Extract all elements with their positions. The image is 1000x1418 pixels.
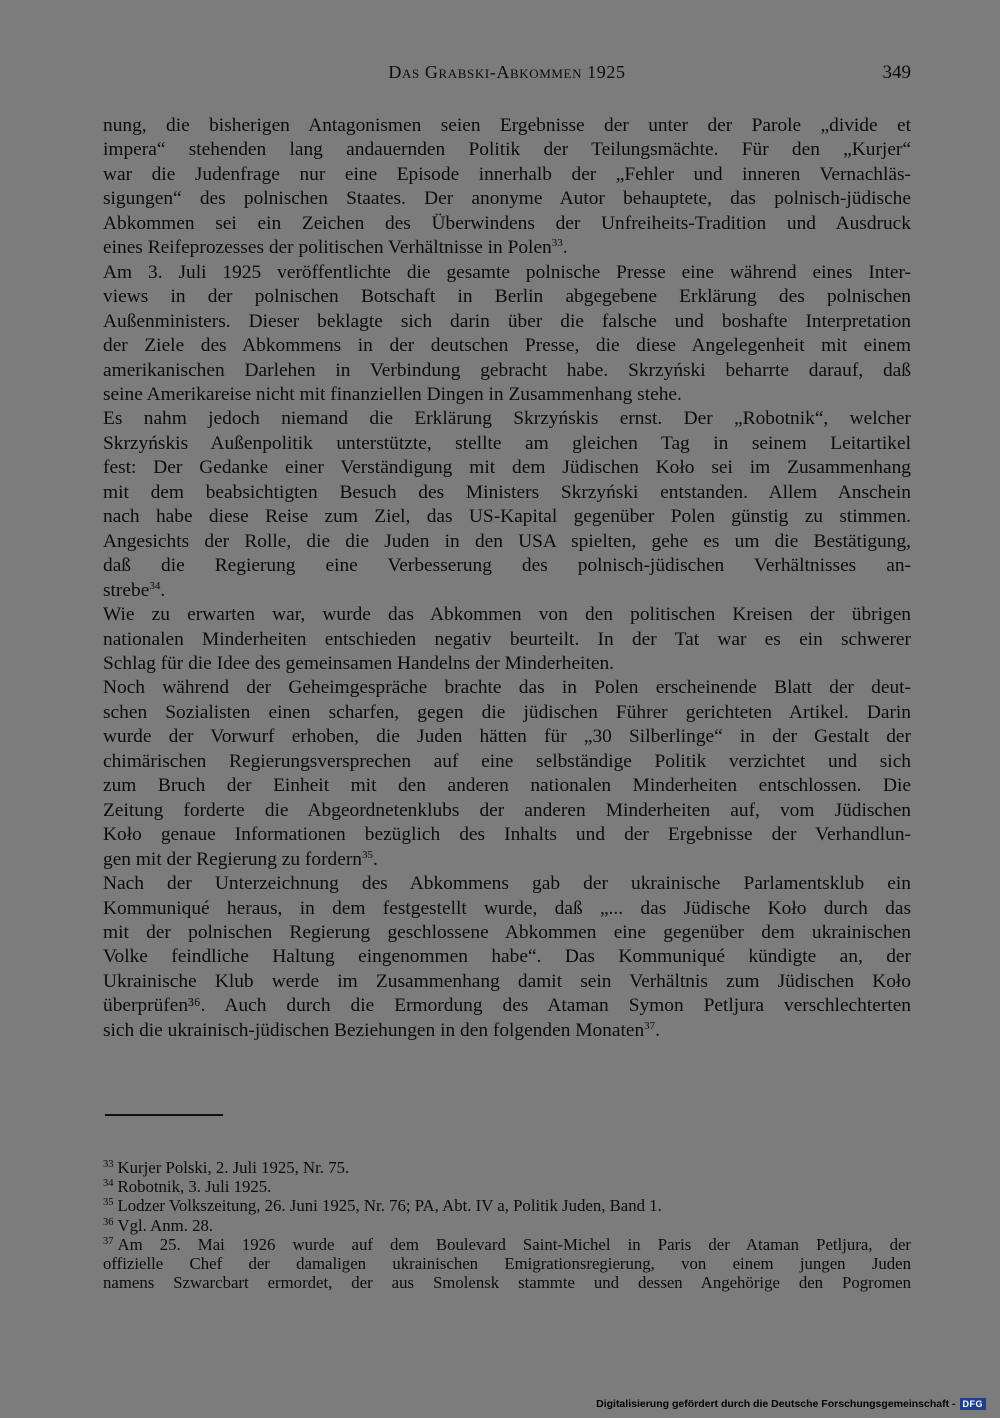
text-line: der Ziele des Abkommens in der deutschen Presse, die diese Angelegenheit mit einem <box>103 335 911 357</box>
dfg-logo: DFG <box>960 1398 987 1410</box>
text-line <box>103 383 911 407</box>
page-number: 349 <box>882 62 911 83</box>
text-line: mit dem beabsichtigten Besuch des Ministers Skrzyński entstanden. Allem Anschein <box>103 481 911 503</box>
punctuation: . <box>562 237 568 259</box>
running-title: Das Grabski-Abkommen 1925 <box>388 62 626 82</box>
text-line: chimärischen Regierungsversprechen auf eine selbständige Politik verzichtet und sich <box>103 750 911 772</box>
footnote-marker: 33 <box>551 237 563 250</box>
footnote-number: 36 <box>103 1216 114 1228</box>
text-line: schen Sozialisten einen scharfen, gegen die jüdischen Führer gerichteten Artikel. Darin <box>103 701 911 723</box>
text-line <box>103 652 911 676</box>
footnote-number: 33 <box>103 1159 114 1170</box>
text-line: Volke feindliche Haltung eingenommen habe“. Das Kommuniqué kündigte an, der <box>103 946 911 968</box>
footnote-number: 37 <box>103 1235 114 1247</box>
digitization-credit <box>596 1397 986 1411</box>
text-line: Angesichts der Rolle, die die Juden in den USA spielten, gehe es um die Bestätigung, <box>103 530 911 552</box>
footnote-text: Lodzer Volkszeitung, 26. Juni 1925, Nr. 76; PA, Abt. IV a, Politik Juden, Band 1. <box>117 1196 662 1216</box>
text-line: war die Judenfrage nur eine Episode innerhalb der „Fehler und inneren Vernachläs- <box>103 163 911 185</box>
text-line: amerikanischen Darlehen in Verbindung gebracht habe. Skrzyński beharrte darauf, daß <box>103 359 911 381</box>
footnote-marker: 37 <box>644 1019 656 1032</box>
footnote <box>103 1177 911 1196</box>
paragraph <box>103 603 911 676</box>
text-line: Nach der Unterzeichnung des Abkommens gab der ukrainische Parlamentsklub ein <box>103 873 911 895</box>
footnotes <box>103 1158 911 1292</box>
text-line: mit der polnischen Regierung geschlossene Abkommen eine gegenüber dem ukrainischen <box>103 921 911 943</box>
footnote <box>103 1254 911 1273</box>
text-line: daß die Regierung eine Verbesserung des polnisch-jüdischen Verhältnisses an- <box>103 555 911 577</box>
text-line <box>103 579 911 603</box>
footnote-text: Am 25. Mai 1926 wurde auf dem Boulevard Saint-Michel in Paris der Ataman Petljura, der <box>117 1234 911 1254</box>
paragraph <box>103 676 911 872</box>
text-line: nationalen Minderheiten entschieden negativ beurteilt. In der Tat war es ein schwerer <box>103 628 911 650</box>
credit-text: Digitalisierung gefördert durch die Deutsche Forschungsgemeinschaft - <box>596 1398 956 1410</box>
footnote-separator <box>105 1114 223 1116</box>
line-text: Schlag für die Idee des gemeinsamen Handelns der Minderheiten. <box>103 652 614 674</box>
text-line: Wie zu erwarten war, wurde das Abkommen von den politischen Kreisen der übrigen <box>103 604 911 626</box>
punctuation: . <box>655 1019 661 1041</box>
text-line <box>103 1019 911 1043</box>
text-line <box>103 236 911 260</box>
footnote-number: 35 <box>103 1197 114 1209</box>
footnote-number: 34 <box>103 1178 114 1190</box>
footnote-text: Kurjer Polski, 2. Juli 1925, Nr. 75. <box>117 1158 350 1177</box>
footnote <box>103 1196 911 1215</box>
text-line: Ukrainische Klub werde im Zusammenhang damit sein Verhältnis zum Jüdischen Koło <box>103 970 911 992</box>
text-line: überprüfen³⁶. Auch durch die Ermordung des Ataman Symon Petljura verschlechterten <box>103 995 911 1017</box>
paragraph <box>103 261 911 408</box>
text-line: Skrzyńskis Außenpolitik unterstützte, stellte am gleichen Tag in seinem Leitartikel <box>103 432 911 454</box>
paragraph <box>103 407 911 603</box>
footnote <box>103 1216 911 1235</box>
text-line: sigungen“ des polnischen Staates. Der anonyme Autor behauptete, das polnisch-jüdische <box>103 188 911 210</box>
text-line: Am 3. Juli 1925 veröffentlichte die gesamte polnische Presse eine während eines Inter- <box>103 261 911 283</box>
line-text: strebe <box>103 579 150 601</box>
text-line: impera“ stehenden lang andauernden Politik der Teilungsmächte. Für den „Kurjer“ <box>103 139 911 161</box>
punctuation: . <box>160 579 166 601</box>
footnote <box>103 1158 911 1177</box>
line-text: seine Amerikareise nicht mit finanziellen Dingen in Zusammenhang stehe. <box>103 383 682 405</box>
text-line: zum Bruch der Einheit mit den anderen nationalen Minderheiten entschlossen. Die <box>103 775 911 797</box>
line-text: eines Reifeprozesses der politischen Verhältnisse in Polen <box>103 237 552 259</box>
footnote-text: Robotnik, 3. Juli 1925. <box>117 1177 272 1197</box>
footnote-text: namens Szwarcbart ermordet, der aus Smolensk stammte und dessen Angehörige den Pogromen <box>103 1273 911 1293</box>
text-line: Abkommen sei ein Zeichen des Überwindens der Unfreiheits-Tradition und Ausdruck <box>103 212 911 234</box>
footnote-text: offizielle Chef der damaligen ukrainischen Emigrationsregierung, von einem jungen Juden <box>103 1254 911 1274</box>
text-line: Zeitung forderte die Abgeordnetenklubs der anderen Minderheiten auf, vom Jüdischen <box>103 799 911 821</box>
text-line <box>103 848 911 872</box>
paragraph <box>103 872 911 1043</box>
main-text <box>103 114 911 1043</box>
text-line: Außenministers. Dieser beklagte sich darin über die falsche und boshafte Interpretation <box>103 310 911 332</box>
footnote-marker: 35 <box>362 848 373 861</box>
text-line: Es nahm jedoch niemand die Erklärung Skrzyńskis ernst. Der „Robotnik“, welcher <box>103 408 911 430</box>
text-line: Koło genaue Informationen bezüglich des Inhalts und der Ergebnisse der Verhandlun- <box>103 824 911 846</box>
footnote-text: Vgl. Anm. 28. <box>117 1215 214 1235</box>
text-line: nung, die bisherigen Antagonismen seien Ergebnisse der unter der Parole „divide et <box>103 115 911 136</box>
footnote <box>103 1273 911 1292</box>
paragraph <box>103 114 911 261</box>
punctuation: . <box>373 848 378 870</box>
footnote-marker: 34 <box>149 579 161 592</box>
line-text: sich die ukrainisch-jüdischen Beziehungen in den folgenden Monaten <box>103 1019 645 1041</box>
line-text: gen mit der Regierung zu fordern <box>103 848 362 870</box>
running-header <box>103 62 911 86</box>
text-line: views in der polnischen Botschaft in Berlin abgegebene Erklärung des polnischen <box>103 286 911 308</box>
text-line: Kommuniqué heraus, in dem festgestellt wurde, daß „... das Jüdische Koło durch das <box>103 897 911 919</box>
text-line: Noch während der Geheimgespräche brachte das in Polen erscheinende Blatt der deut- <box>103 677 911 699</box>
text-line: wurde der Vorwurf erhoben, die Juden hätten für „30 Silberlinge“ in der Gestalt der <box>103 726 911 748</box>
footnote <box>103 1235 911 1254</box>
text-line: fest: Der Gedanke einer Verständigung mit dem Jüdischen Koło sei im Zusammenhang <box>103 457 911 479</box>
text-line: nach habe diese Reise zum Ziel, das US-Kapital gegenüber Polen günstig zu stimmen. <box>103 506 911 528</box>
